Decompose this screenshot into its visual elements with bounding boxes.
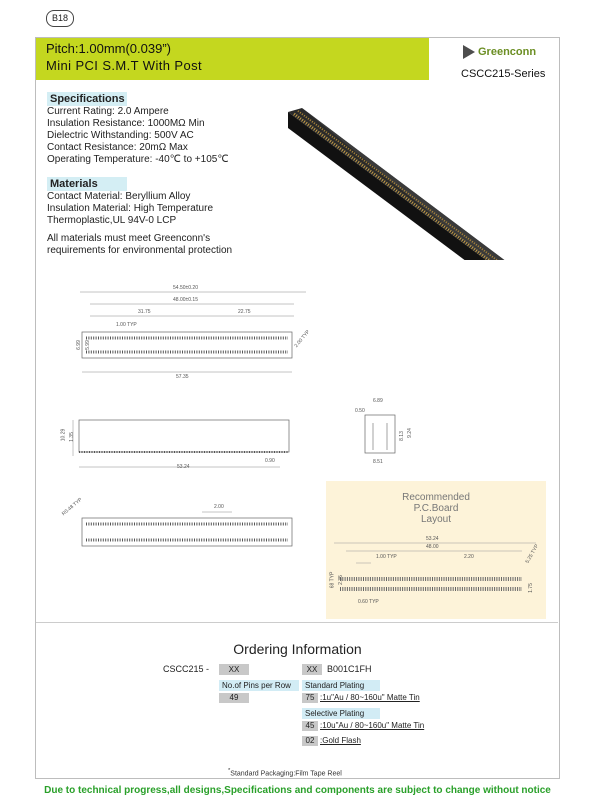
material-line: Insulation Material: High Temperature [47, 203, 214, 214]
dim-label: 54.50±0.20 [173, 285, 198, 291]
material-note: All materials must meet Greenconn's [47, 233, 211, 244]
dim-label: 2.00 [214, 504, 224, 510]
pins-value: 49 [219, 693, 249, 703]
plating-code-box: XX [302, 664, 322, 675]
pcb-title: P.C.Board [413, 503, 459, 514]
top-view-drawing [75, 280, 318, 380]
plating-02-text: :Gold Flash [320, 736, 361, 745]
dim-label: 0.50 [355, 408, 365, 414]
dim-label: 0.90 [265, 458, 275, 464]
material-note: requirements for environmental protection [47, 245, 233, 256]
selective-plating-label: Selective Plating [302, 708, 380, 719]
dim-label: 22.75 [238, 309, 251, 315]
material-line: Contact Material: Beryllium Alloy [47, 191, 191, 202]
dim-label: 1.75 [527, 583, 534, 593]
end-view-drawing [345, 395, 420, 467]
dim-label: 48.00±0.15 [173, 297, 198, 303]
logo-icon [463, 45, 475, 59]
series-label: CSCC215-Series [461, 68, 546, 80]
pins-code-box: XX [219, 664, 249, 675]
product-3d-image [280, 100, 520, 260]
brand-name: Greenconn [478, 45, 537, 58]
spec-line: Dielectric Withstanding: 500V AC [47, 130, 194, 141]
plating-75-code: 75 [302, 693, 318, 703]
plating-02-code: 02 [302, 736, 318, 746]
pcb-title: Layout [420, 514, 452, 525]
disclaimer: Due to technical progress,all designs,Specifications and components are subject to change without notice [44, 785, 551, 796]
spec-line: Operating Temperature: -40℃ to +105℃ [47, 154, 229, 165]
dim-label: R0.48 TYP [60, 496, 84, 518]
part-suffix: B001C1FH [327, 664, 372, 674]
dim-label: 0.60 TYP [358, 599, 379, 605]
dim-label: 10.29 [60, 428, 67, 442]
dim-label: 8.51 [373, 459, 383, 465]
packaging-text: Standard Packaging:Film Tape Reel [230, 770, 342, 778]
section-divider [36, 622, 558, 623]
title-pitch: Pitch:1.00mm(0.039”) [46, 41, 171, 56]
dim-label: 6.99 [75, 340, 82, 350]
specifications-heading: Specifications [47, 92, 127, 106]
dim-label: 8.13 [398, 431, 405, 441]
page-tag: B18 [46, 10, 74, 27]
spec-line: Current Rating: 2.0 Ampere [47, 106, 169, 117]
dim-label: 68 TYP [329, 571, 336, 589]
dim-label: 1.00 TYP [376, 554, 397, 560]
dim-label: 1.00 TYP [116, 322, 137, 328]
side-view-drawing [55, 412, 305, 477]
dim-label: 1.35 [68, 432, 75, 442]
pcb-layout-box [326, 481, 546, 619]
dim-label: 6.89 [373, 398, 383, 404]
title-product: Mini PCI S.M.T With Post [46, 58, 202, 73]
spec-line: Contact Resistance: 20mΩ Max [47, 142, 188, 153]
spec-line: Insulation Resistance: 1000MΩ Min [47, 118, 205, 129]
standard-plating-label: Standard Plating [302, 680, 380, 691]
plating-45-code: 45 [302, 721, 318, 731]
dim-label: 5.25 TYP [524, 543, 541, 565]
dim-label: 57.35 [176, 374, 189, 380]
dim-label: 2.20 [464, 554, 474, 560]
materials-heading: Materials [47, 177, 127, 191]
brand-logo [463, 45, 536, 59]
dim-label: 31.75 [138, 309, 151, 315]
packaging-asterisk: * [228, 768, 231, 774]
dim-label: 53.24 [177, 464, 190, 470]
plating-75-text: :1u"Au / 80~160u" Matte Tin [320, 693, 420, 702]
ordering-title: Ordering Information [233, 641, 362, 657]
specifications-section [47, 92, 229, 166]
materials-section [47, 177, 232, 257]
dim-label: 9.24 [406, 428, 413, 438]
bottom-view-drawing [62, 498, 302, 558]
dim-label: 2.35 [337, 575, 344, 585]
dim-label: 5.99 [84, 340, 91, 350]
packaging-note [228, 768, 342, 777]
pins-label: No.of Pins per Row [219, 680, 299, 691]
dim-label: 48.00 [426, 544, 439, 550]
dim-label: 2.00 TYP [293, 329, 312, 349]
pcb-title: Recommended [402, 492, 470, 503]
part-prefix: CSCC215 - [163, 664, 210, 674]
dim-label: 53.24 [426, 536, 439, 542]
plating-45-text: :10u"Au / 80~160u" Matte Tin [320, 721, 425, 730]
material-line: Thermoplastic,UL 94V-0 LCP [47, 215, 177, 226]
